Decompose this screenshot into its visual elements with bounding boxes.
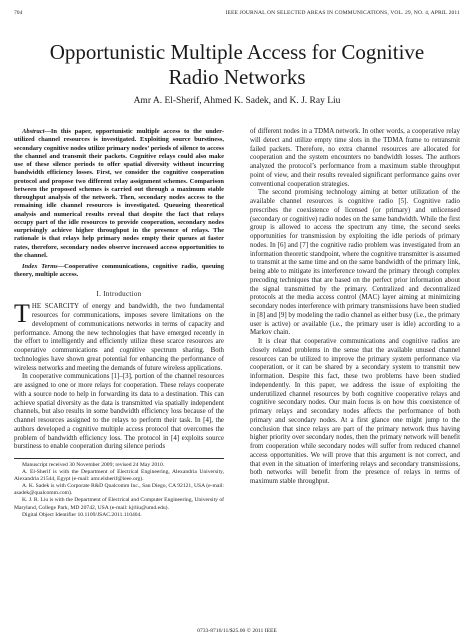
drop-cap: T — [14, 299, 30, 329]
index-terms-text: —Cooperative communications, cognitive radio, queuing theory, multiple access. — [14, 263, 224, 279]
right-paragraph-3: It is clear that cooperative communications and cognitive radios are closely related problems in the sense that the available unused channel resources can be utilized to improve the primary system performance via cooperation, or it can be shared by a secondary system to transmit new information. Despite this fact, these two problems have been studied independently. In this paper, we address the issue of exploiting the underutilized channel resources by both cognitive cooperative relays and cognitive secondary nodes. Our main focus is on how this coexistence of primary relays and secondary nodes affects the performance of both primary and secondary nodes. At a first glance one might jump to the conclusion that since relays are part of the primary network thus having higher priority over secondary nodes, then the primary network will benefit from cooperation while secondary nodes will suffer from reduced channel access opportunities. We will prove that this argument is not correct, and that even in the situation of interfering relays and secondary transmissions, both networks will benefit from the presence of relays in terms of maximum stable throughput. — [250, 338, 460, 485]
footnote-sadek: A. K. Sadek is with Corporate R&D Qualcomm Inc., San Diego, CA 92121, USA (e-mail: asadek@qualcomm.com). — [14, 483, 224, 497]
title-line-1: Opportunistic Multiple Access for Cognitive — [49, 40, 425, 64]
page-number: 704 — [14, 10, 23, 16]
footnote-liu: K. J. R. Liu is with the Department of Electrical and Computer Engineering, University of Maryland, College Park, MD 20742, USA (e-mail: kjrliu@umd.edu). — [14, 497, 224, 511]
footnote-rule — [14, 458, 224, 459]
right-paragraph-1: of different nodes in a TDMA network. In other words, a cooperative relay will detect and utilize empty time slots in the TDMA frame to retransmit failed packets. Therefore, no extra channel resources are allocated for cooperation and the system encounters no bandwidth losses. The authors analyzed the protocol’s performance from a maximum stable throughput point of view, and their results revealed significant performance gains over conventional cooperation strategies. — [250, 128, 460, 188]
section-heading-introduction: I. Introduction — [96, 289, 142, 298]
index-terms-label: Index Terms — [22, 263, 58, 270]
abstract-text: —In this paper, opportunistic multiple access to the under-utilized channel resources is investigated. Exploiting source burstiness, secondary cognitive nodes utilize primary nodes’ periods of silence to access the channel and transmit their packets. Cognitive relays could also make use of these silence periods to offer spatial diversity without incurring bandwidth efficiency losses. First, we consider the cognitive cooperation protocol and propose two different relay assignment schemes. Comparison between the proposed schemes is carried out through a maximum stable throughput analysis of the network. Then, secondary nodes access to the remaining idle channel resources is investigated. Queueing theoretical analysis and numerical results reveal that despite the fact that relays occupy part of the idle resources to provide cooperation, secondary nodes surprisingly achieve higher throughput in the presence of relays. The rationale is that relays help primary nodes empty their queues at faster rates, therefore, secondary nodes observe increased access opportunities to the channel. — [14, 128, 224, 259]
footnote-manuscript: Manuscript received 30 November 2009; revised 24 May 2010. — [22, 462, 165, 468]
running-header — [14, 10, 460, 20]
intro-paragraph-1 — [14, 299, 224, 373]
footnote-el-sherif: A. El-Sherif is with the Department of Electrical Engineering, Alexandria University, Alexandria 21544, Egypt (e-mail: amr.elsherif@ieee.org). — [14, 469, 224, 483]
title-line-2: Radio Networks — [168, 65, 306, 89]
index-terms — [14, 263, 224, 280]
paper-title — [0, 40, 474, 90]
intro-paragraph-2: In cooperative communications [1]–[3], portion of the channel resources are assigned to one or more relays for cooperation. These relays cooperate with a source node to help in forwarding its data to a destination. This can achieve spatial diversity as the data is transmitted via spatially independent channels, but also results in some bandwidth efficiency loss because of the channel resources assigned to the relays to perform their task. In [4], the authors developed a cognitive multiple access protocol that overcomes the problem of bandwidth efficiency loss. The protocol in [4] exploits source burstiness to enable cooperation during silence periods — [14, 373, 224, 451]
abstract-label: Abstract — [22, 128, 45, 135]
left-column — [14, 128, 224, 519]
author-list: Amr A. El-Sherif, Ahmed K. Sadek, and K. J. Ray Liu — [133, 96, 341, 106]
copyright-footer: 0733-8716/11/$25.00 © 2011 IEEE — [197, 628, 277, 634]
intro-paragraph-1-text: HE SCARCITY of energy and bandwidth, the two fundamental resources for communications, imposes severe limitations on the development of communications networks in terms of capacity and performance. Among the new technologies that have emerged recently in the effort to intelligently and efficiently utilize these scarce resources are cooperative communications and cognitive spectrum sharing. Both technologies have shown great potential for enhancing the performance of wireless networks and meeting the demands of future wireless applications. — [14, 303, 224, 372]
journal-header: IEEE JOURNAL ON SELECTED AREAS IN COMMUNICATIONS, VOL. 29, NO. 4, APRIL 2011 — [225, 10, 460, 16]
right-column — [250, 128, 460, 487]
abstract — [14, 128, 224, 260]
right-paragraph-2: The second promising technology aiming at better utilization of the available channel resources is cognitive radio [5]. Cognitive radio prescribes the coexistence of licensed (or primary) and unlicensed (secondary or cognitive) radio nodes on the same bandwidth. While the first group is allowed to access the spectrum any time, the second seeks opportunities for transmission by exploiting the idle periods of primary nodes. In [6] and [7] the cognitive radio problem was investigated from an information theoretic standpoint, where the cognitive transmitter is assumed to transmit at the same time and on the same bandwidth of the primary link, being able to mitigate its interference toward the primary through complex precoding techniques that are based on the perfect prior information about the signal transmitted by the primary. Centralized and decentralized protocols at the media access control (MAC) layer aiming at minimizing secondary nodes interference with primary transmissions have been studied in [8] and [9] by modeling the radio channel as either busy (i.e., the primary user is active) or available (i.e., the primary user is idle) according to a Markov chain. — [250, 189, 460, 337]
footnote-doi: Digital Object Identifier 10.1109/JSAC.2011.110404. — [22, 511, 142, 518]
